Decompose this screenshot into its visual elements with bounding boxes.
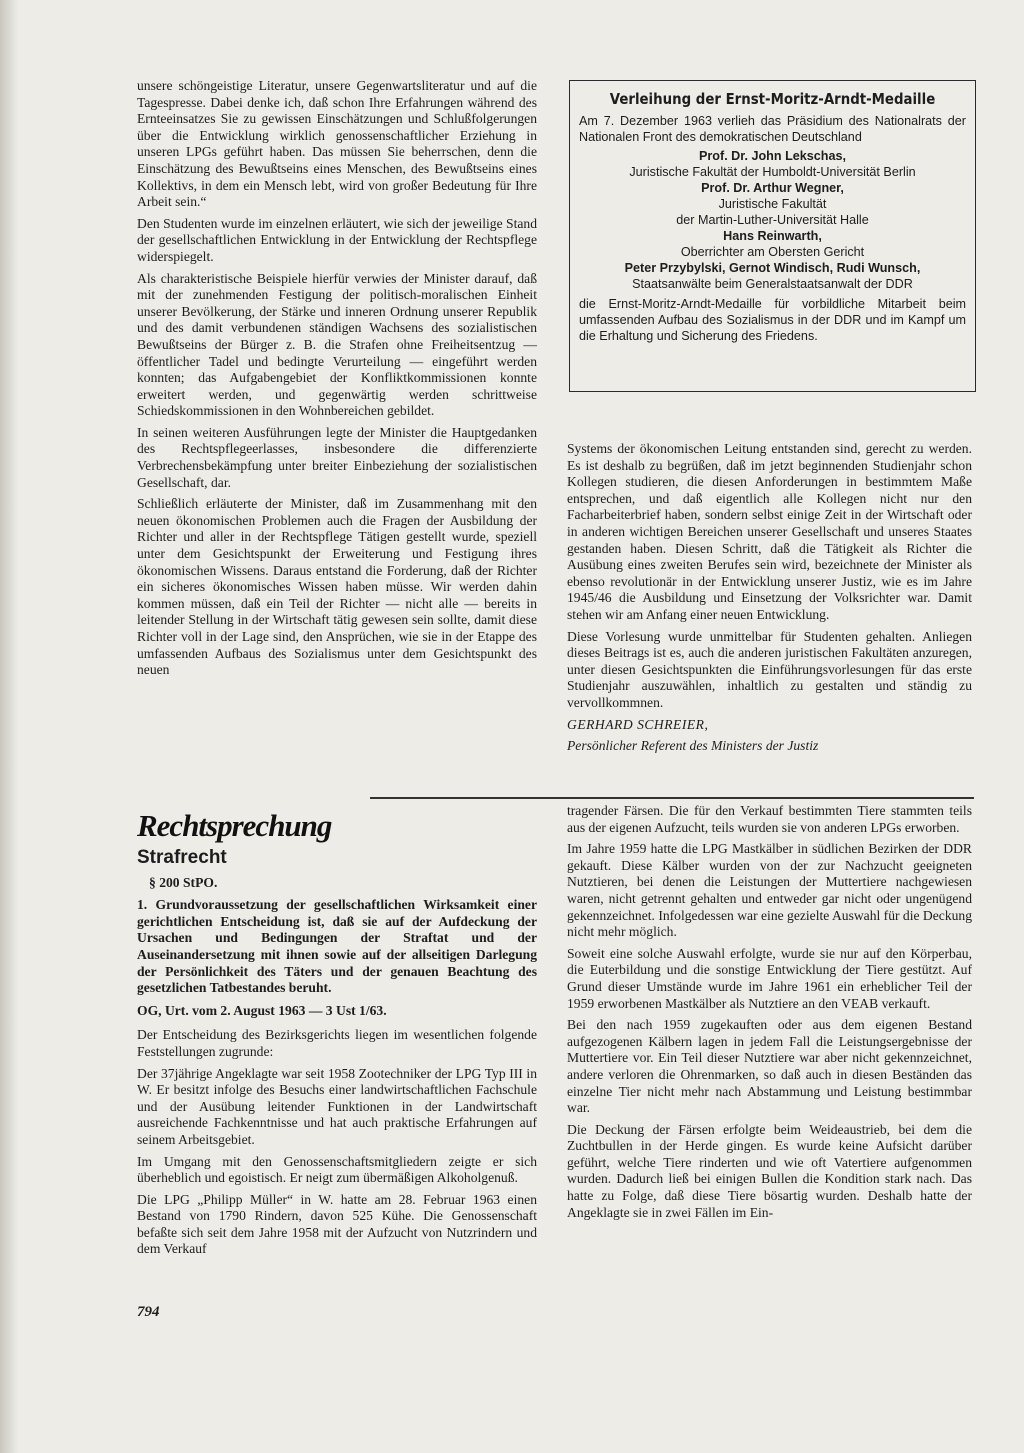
paragraph: Systems der ökonomischen Leitung entstanden sind, gerecht zu werden. Es ist deshalb zu begrüßen, daß im jetzt beginnenden Studienjahr schon Kollegen studieren, die diesen Anforderungen in bestimmtem Maße entsprechen, und daß eigentlich alle Kollegen nicht nur den Facharbeiterbrief haben, sondern selbst einige Zeit in der Wirtschaft oder in anderen wichtigen Bereichen unserer Gesellschaft und unseres Staates gestanden haben. Diesen Schritt, daß die Tätigkeit als Richter die Ausübung eines zweiten Berufes sein wird, bezeichnete der Minister als ebenso revolutionär in der Entwicklung unserer Justiz, wie es im Jahre 1945/46 die Ausbildung und Einsetzung der Volksrichter war. Damit stehen wir am Anfang einer neuen Entwicklung. <box>567 441 972 622</box>
recipient-affiliation: Juristische Fakultät der Humboldt-Universität Berlin <box>629 165 916 179</box>
recipient-affiliation: Staatsanwälte beim Generalstaatsanwalt der DDR <box>632 277 913 291</box>
recipient-name: Prof. Dr. Arthur Wegner, <box>701 181 844 195</box>
award-outro: die Ernst-Moritz-Arndt-Medaille für vorbildliche Mitarbeit beim umfassenden Aufbau des Sozialismus in der DDR und im Kampf um die Erhaltung und Sicherung des Friedens. <box>579 297 966 343</box>
paragraph: Im Umgang mit den Genossenschaftsmitgliedern zeigte er sich überheblich und egoistisch. Er neigt zum übermäßigen Alkoholgenuß. <box>137 1153 537 1186</box>
section-divider <box>370 797 974 799</box>
court-citation: OG, Urt. vom 2. August 1963 — 3 Ust 1/63. <box>137 1002 387 1018</box>
paragraph: Bei den nach 1959 zugekauften oder aus dem eigenen Bestand aufgezogenen Kälbern lagen in jedem Fall die Leistungsergebnisse der Muttertiere vor. Ein Teil dieser Nutztiere war aber nicht gekennzeichnet, andere verloren die Ohrenmarken, so daß auch in diesen Beständen das einzelne Tier nicht mehr nach Abstammung und Leistung bestimmbar war. <box>567 1017 972 1116</box>
section-heading: Rechtsprechung <box>137 808 332 843</box>
recipient-affiliation: Oberrichter am Obersten Gericht <box>680 245 865 259</box>
paragraph: Als charakteristische Beispiele hierfür verwies der Minister darauf, daß mit der zunehmenden Festigung der politisch-moralischen Einheit unserer Bevölkerung, der Stärke und inneren Ordnung unserer Republik und des damit verbundenen ständigen Wachsens des sozialistischen Bewußtseins der Bürger z. B. die Strafen ohne Freiheitsentzug — öffentlicher Tadel und bedingte Verurteilung — eingeführt werden konnten; das Aufgabengebiet der Konfliktkommissionen konnte erweitert werden, und gegenwärtig werden schrittweise Schiedskommissionen in den Wohnbereichen gebildet. <box>137 270 537 419</box>
award-recipient <box>579 148 966 180</box>
recipient-name: Prof. Dr. John Lekschas, <box>699 149 846 163</box>
award-announcement-box <box>569 80 976 392</box>
headnote: 1. Grundvoraussetzung der gesellschaftlichen Wirksamkeit einer gerichtlichen Entscheidung ist, daß sie auf der Aufdeckung der Ursachen und Bedingungen der Straftat und der Auseinandersetzung mit ihnen sowie auf der allseitigen Darlegung der Persönlichkeit des Täters und der genauen Beachtung des gesetzlichen Tatbestandes beruht. <box>137 897 537 996</box>
award-recipient <box>579 180 966 228</box>
paragraph: unsere schöngeistige Literatur, unsere Gegenwartsliteratur und auf die Tagespresse. Dabei denke ich, daß schon Ihre Erfahrungen während des Ernteeinsatzes Sie zu gewissen Einschätzungen und Schlußfolgerungen über die Entwicklung wirklich genossenschaftlicher Erziehung in unseren LPGs geführt haben. Das müssen Sie beherrschen, denn die Einschätzung des Bewußtseins eines Menschen, des Bewußtseins eines Kollektivs, in dem ein Mensch lebt, wird von großer Bedeutung für Ihre Arbeit sein.“ <box>137 78 537 210</box>
recipient-affiliation: Juristische Fakultät <box>718 197 827 211</box>
award-intro: Am 7. Dezember 1963 verlieh das Präsidium des Nationalrats der Nationalen Front des demokratischen Deutschland <box>579 114 966 144</box>
scan-edge-shadow <box>0 0 18 1453</box>
paragraph: Der 37jährige Angeklagte war seit 1958 Zootechniker der LPG Typ III in W. Er besitzt infolge des Besuchs einer landwirtschaftlichen Fachschule und der Ausübung leitender Funktionen in der Landwirtschaft ausreichende Fachkenntnisse und hat auch praktische Erfahrungen auf seinem Arbeitsgebiet. <box>137 1065 537 1147</box>
recipient-affiliation: der Martin-Luther-Universität Halle <box>676 213 869 227</box>
paragraph: Die Deckung der Färsen erfolgte beim Weideaustrieb, bei dem die Zuchtbullen in der Herde gingen. Es wurde keine Aufsicht darüber geführt, welche Tiere rinderten und wie oft Vatertiere aufgenommen wurden. Dadurch ließ bei einigen Bullen die Kondition stark nach. Das hatte zu Folge, daß diese Tiere bösartig wurden. Deshalb hatte der Angeklagte sie in zwei Fällen im Ein- <box>567 1121 972 1220</box>
right-column-bottom <box>567 803 972 1226</box>
paragraph: Soweit eine solche Auswahl erfolgte, wurde sie nur auf den Körperbau, die Euterbildung und die sonstige Entwicklung der Tiere gestützt. Auf Grund dieser Umstände wurde im Jahre 1961 ein erheblicher Teil der 1959 erworbenen Mastkälber als Nutztiere an den VEAB verkauft. <box>567 945 972 1011</box>
author-role: Persönlicher Referent des Ministers der Justiz <box>567 738 819 754</box>
author-signature: GERHARD SCHREIER, <box>567 716 709 732</box>
paragraph: In seinen weiteren Ausführungen legte der Minister die Hauptgedanken des Rechtspflegeerlasses, insbesondere die differenzierte Verbrechensbekämpfung unter breiter Einbeziehung der sozialistischen Gesellschaft, dar. <box>137 424 537 490</box>
paragraph: Diese Vorlesung wurde unmittelbar für Studenten gehalten. Anliegen dieses Beitrags ist es, auch die anderen juristischen Fakultäten anzuregen, unter diesen Gesichtspunkten die Einführungsvorlesungen für das erste Studienjahr auszuwählen, inhaltlich zu gestalten und ständig zu vervollkommnen. <box>567 628 972 710</box>
paragraph: Der Entscheidung des Bezirksgerichts liegen im wesentlichen folgende Feststellungen zugrunde: <box>137 1027 537 1059</box>
paragraph: Den Studenten wurde im einzelnen erläutert, wie sich der jeweilige Stand der gesellschaftlichen Entwicklung in der Entwicklung der Rechtspflege widerspiegelt. <box>137 215 537 264</box>
award-recipient <box>579 260 966 292</box>
paragraph: Im Jahre 1959 hatte die LPG Mastkälber in südlichen Bezirken der DDR gekauft. Diese Kälber wurden von der zur Nachzucht geeigneten Nutztieren, bei denen die Leistungen der Muttertiere nachgewiesen waren, nicht getrennt gehalten und entweder gar nicht oder ungenügend gekennzeichnet. Infolgedessen war eine gezielte Auswahl für die Deckung nicht mehr möglich. <box>567 841 973 940</box>
subsection-heading: Strafrecht <box>137 847 227 868</box>
left-column-top <box>137 78 537 684</box>
paragraph: Die LPG „Philipp Müller“ in W. hatte am 28. Februar 1963 einen Bestand von 1790 Rindern, davon 525 Kühe. Die Genossenschaft befaßte sich seit dem Jahre 1958 mit der Aufzucht von Nutzrindern und dem Verkauf <box>137 1191 537 1257</box>
recipient-name: Hans Reinwarth, <box>723 229 822 243</box>
left-column-bottom <box>137 820 537 1263</box>
page-number: 794 <box>137 1304 160 1320</box>
statute-reference: § 200 StPO. <box>149 874 218 890</box>
recipient-name: Peter Przybylski, Gernot Windisch, Rudi Wunsch, <box>624 261 921 275</box>
right-column-top <box>567 441 972 760</box>
paragraph: Schließlich erläuterte der Minister, daß im Zusammenhang mit den neuen ökonomischen Problemen auch die Fragen der Ausbildung der Richter und aller in der Rechtspflege Tätigen gestellt wurde, speziell unter dem Gesichtspunkt der Erweiterung und Festigung ihres ökonomischen Wissens. Daraus entstand die Forderung, daß der Richter ein sicheres ökonomisches Wissen haben müsse. Wir werden dahin kommen müssen, daß ein Teil der Richter — nicht alle — bereits in leitender Stellung in der Wirtschaft tätig gewesen sein sollte, damit diese Richter voll in der Lage sind, den Ansprüchen, wie sie in der Etappe des umfassenden Aufbaus des Sozialismus unter dem Gesichtspunkt des neuen <box>137 496 537 678</box>
award-title: Verleihung der Ernst-Moritz-Arndt-Medaille <box>609 90 936 108</box>
paragraph: tragender Färsen. Die für den Verkauf bestimmten Tiere stammten teils aus der eigenen Aufzucht, teils wurden sie von anderen LPGs erworben. <box>567 803 972 835</box>
award-recipient <box>579 228 966 260</box>
